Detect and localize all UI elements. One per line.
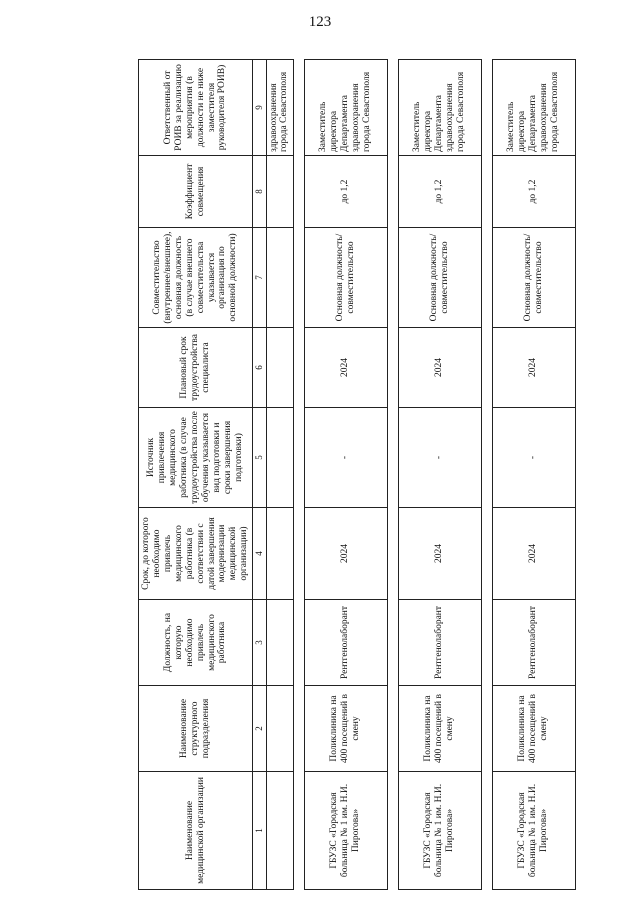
column-number: 9 [253, 60, 266, 156]
table-row [492, 60, 575, 890]
table-cell: Поликлиника на 400 посещений в смену [304, 686, 387, 772]
table-cell: - [492, 408, 575, 508]
table-cell: - [304, 408, 387, 508]
table-cell: ГБУЗС «Городская больница № 1 им. Н.И. Пирогова» [304, 772, 387, 890]
continuation-cell [266, 228, 293, 328]
table-cell: Заместитель директора Департамента здравоохранения города Севастополя [492, 60, 575, 156]
table-cell: до 1,2 [398, 156, 481, 228]
table-cell: Основная должность/ совместительство [492, 228, 575, 328]
table-cell: 2024 [398, 508, 481, 600]
column-number: 7 [253, 228, 266, 328]
continuation-cell [266, 686, 293, 772]
table-cell: ГБУЗС «Городская больница № 1 им. Н.И. Пирогова» [398, 772, 481, 890]
column-number: 3 [253, 600, 266, 686]
header-cell: Срок, до которого необходимо привлечь медицинского работника (в соответствии с датой завершения модернизации медицинской организации) [139, 508, 253, 600]
continuation-cell [266, 508, 293, 600]
table-cell: Рентгенолаборант [304, 600, 387, 686]
table-cell: Основная должность/ совместительство [398, 228, 481, 328]
continuation-cell: здравоохранения города Севастополя [266, 60, 293, 156]
header-cell: Коэффициент совмещения [139, 156, 253, 228]
column-number: 1 [253, 772, 266, 890]
header-cell: Источник привлечения медицинского работника (в случае трудоустройства после обучения указывается вид подготовки и сроки завершения подготовки) [139, 408, 253, 508]
table-cell: до 1,2 [492, 156, 575, 228]
column-number: 8 [253, 156, 266, 228]
header-cell: Должность, на которую необходимо привлечь медицинского работника [139, 600, 253, 686]
column-number: 4 [253, 508, 266, 600]
column-number-row [253, 60, 266, 890]
table-cell: 2024 [492, 328, 575, 408]
continuation-cell [266, 328, 293, 408]
table-cell: ГБУЗС «Городская больница № 1 им. Н.И. Пирогова» [492, 772, 575, 890]
header-cell: Наименование медицинской организации [139, 772, 253, 890]
column-number: 2 [253, 686, 266, 772]
table-cell: - [398, 408, 481, 508]
column-number: 5 [253, 408, 266, 508]
table-cell: до 1,2 [304, 156, 387, 228]
table-cell: 2024 [304, 508, 387, 600]
header-cell: Плановый срок трудоустройства специалиста [139, 328, 253, 408]
table-cell: Поликлиника на 400 посещений в смену [398, 686, 481, 772]
table-cell: Заместитель директора Департамента здравоохранения города Севастополя [398, 60, 481, 156]
table-cell: Поликлиника на 400 посещений в смену [492, 686, 575, 772]
table-row [304, 60, 387, 890]
staffing-table [138, 59, 576, 890]
continuation-cell [266, 156, 293, 228]
continuation-cell [266, 600, 293, 686]
table-cell: Рентгенолаборант [398, 600, 481, 686]
table-cell: Заместитель директора Департамента здравоохранения города Севастополя [304, 60, 387, 156]
continuation-row [266, 60, 293, 890]
header-cell: Совместительство (внутреннее/внешнее), основная должность (в случае внешнего совместительства указывается организация по основной должности) [139, 228, 253, 328]
table-cell: Рентгенолаборант [492, 600, 575, 686]
rotated-table-container [138, 60, 560, 890]
table-row [398, 60, 481, 890]
header-cell: Ответственный от РОИВ за реализацию мероприятия (в должности не ниже заместителя руководителя РОИВ) [139, 60, 253, 156]
continuation-cell [266, 772, 293, 890]
table-cell: 2024 [304, 328, 387, 408]
column-number: 6 [253, 328, 266, 408]
page-number: 123 [308, 14, 332, 30]
header-row [139, 60, 253, 890]
table-cell: 2024 [398, 328, 481, 408]
table-cell: Основная должность/ совместительство [304, 228, 387, 328]
continuation-cell [266, 408, 293, 508]
header-cell: Наименование структурного подразделения [139, 686, 253, 772]
table-cell: 2024 [492, 508, 575, 600]
